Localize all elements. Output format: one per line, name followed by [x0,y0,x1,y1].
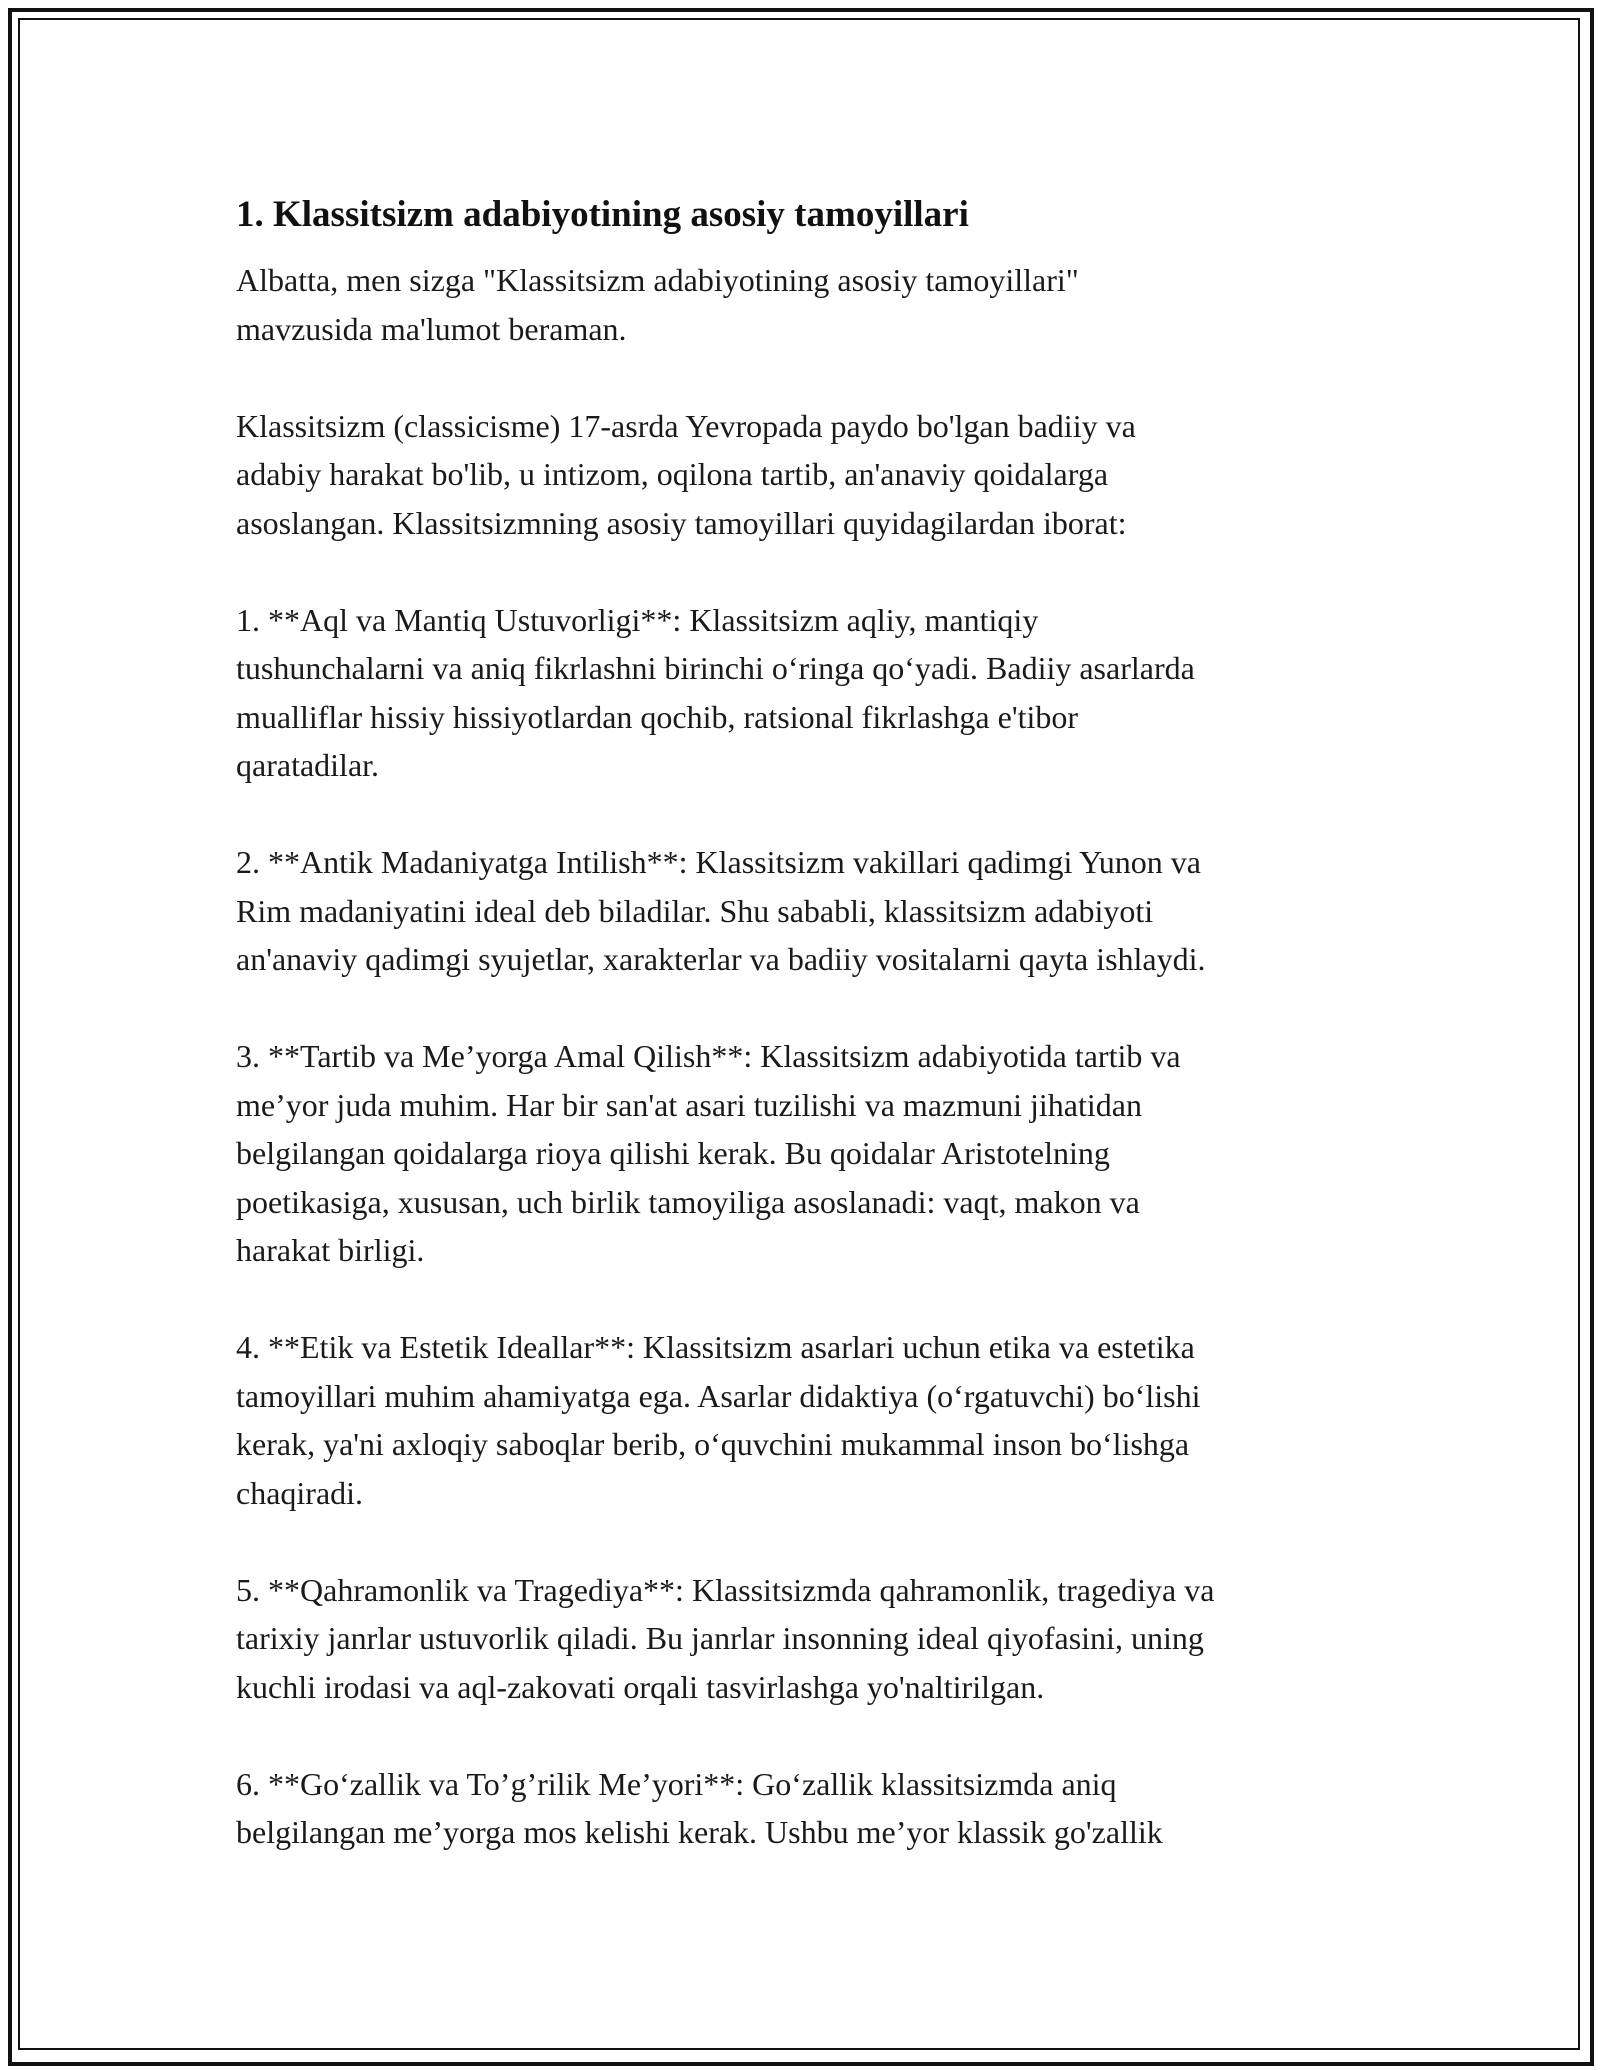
principle-5-paragraph: 5. **Qahramonlik va Tragediya**: Klassitsizmda qahramonlik, tragediya va tarixiy janrlar ustuvorlik qiladi. Bu janrlar insonning ideal qiyofasini, uning kuchli irodasi va aql-zakovati orqali tasvirlashga yo'naltirilgan. [236,1571,1215,1705]
principle-2-paragraph: 2. **Antik Madaniyatga Intilish**: Klassitsizm vakillari qadimgi Yunon va Rim madaniyatini ideal deb biladilar. Shu sababli, klassitsizm adabiyoti an'anaviy qadimgi syujetlar, xarakterlar va badiiy vositalarni qayta ishlaydi. [236,844,1206,977]
principle-1-paragraph: 1. **Aql va Mantiq Ustuvorligi**: Klassitsizm aqliy, mantiqiy tushunchalarni va aniq fikrlashni birinchi oʻringa qoʻyadi. Badiiy asarlarda mualliflar hissiy hissiyotlardan qochib, ratsional fikrlashga e'tibor qaratadilar. [236,601,1195,783]
document-body [236,190,1376,1905]
principle-4-paragraph: 4. **Etik va Estetik Ideallar**: Klassitsizm asarlari uchun etika va estetika tamoyillari muhim ahamiyatga ega. Asarlar didaktiya (oʻrgatuvchi) boʻlishi kerak, ya'ni axloqiy saboqlar berib, oʻquvchini mukammal inson boʻlishga chaqiradi. [236,1329,1201,1511]
principle-3-paragraph: 3. **Tartib va Me’yorga Amal Qilish**: Klassitsizm adabiyotida tartib va me’yor juda muhim. Har bir san'at asari tuzilishi va mazmuni jihatidan belgilangan qoidalarga rioya qilishi kerak. Bu qoidalar Aristotelning poetikasiga, xususan, uch birlik tamoyiliga asoslanadi: vaqt, makon va harakat birligi. [236,1038,1181,1268]
document-title: 1. Klassitsizm adabiyotining asosiy tamoyillari [236,194,969,235]
principle-6-paragraph: 6. **Goʻzallik va To’g’rilik Me’yori**: Goʻzallik klassitsizmda aniq belgilangan me’yorga mos kelishi kerak. Ushbu me’yor klassik go'zallik [236,1765,1163,1850]
intro-paragraph: Albatta, men sizga "Klassitsizm adabiyotining asosiy tamoyillari" mavzusida ma'lumot beraman. [236,262,1079,347]
definition-paragraph: Klassitsizm (classicisme) 17-asrda Yevropada paydo bo'lgan badiiy va adabiy harakat bo'lib, u intizom, oqilona tartib, an'anaviy qoidalarga asoslangan. Klassitsizmning asosiy tamoyillari quyidagilardan iborat: [236,407,1136,541]
